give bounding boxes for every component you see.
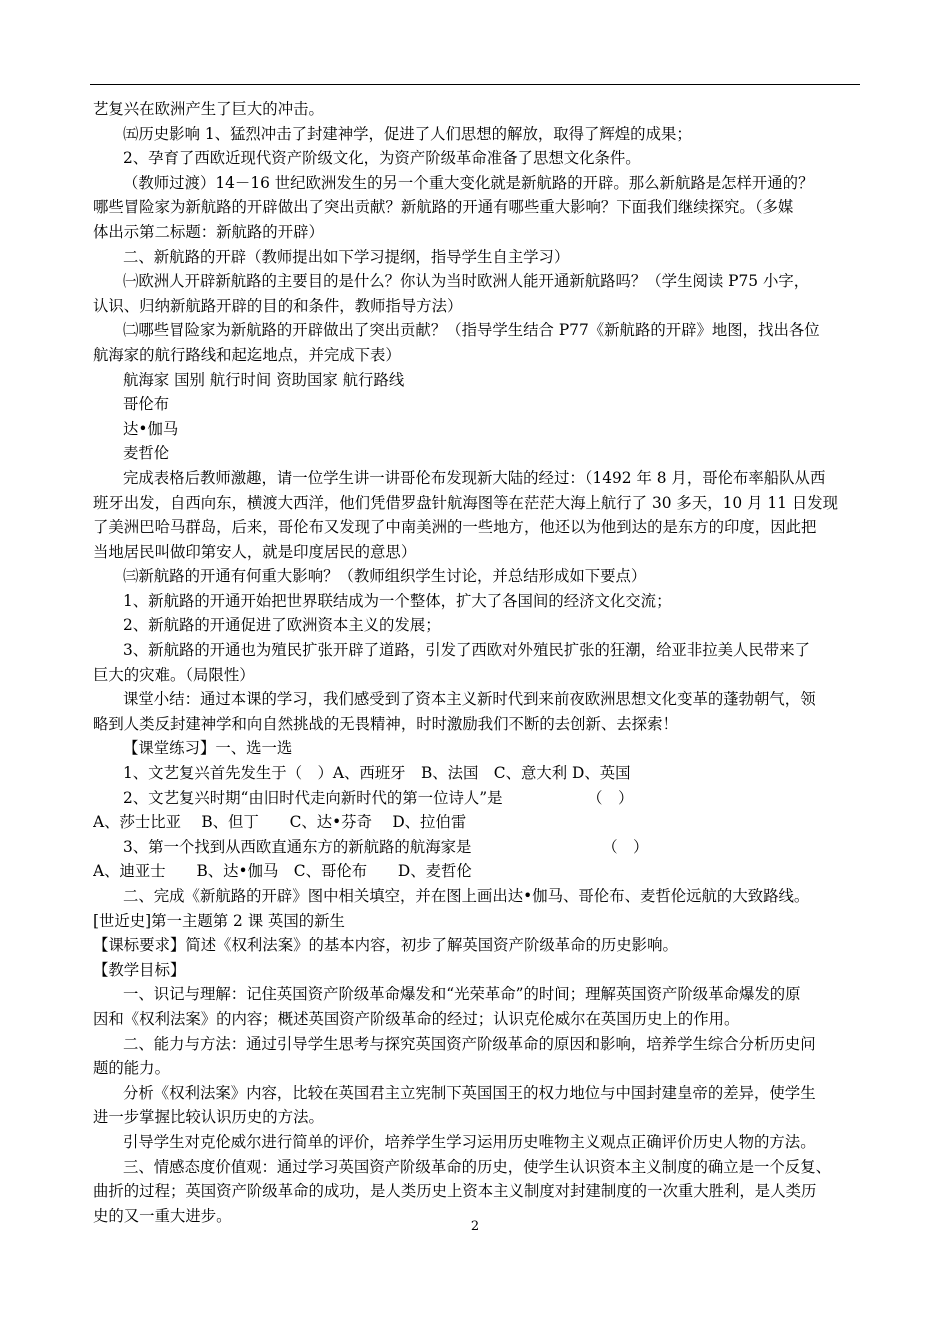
- text-line: 哥伦布: [123, 395, 170, 414]
- text-line: A、莎士比亚 B、但丁 C、达•芬奇 D、拉伯雷: [93, 813, 467, 832]
- text-line: 2、文艺复兴时期“由旧时代走向新时代的第一位诗人”是 （ ）: [123, 788, 634, 807]
- text-line: 班牙出发，自西向东，横渡大西洋，他们凭借罗盘针航海图等在茫茫大海上航行了 30 多天，10 月 11 日发现: [93, 493, 839, 512]
- text-line: A、迪亚士 B、达•伽马 C、哥伦布 D、麦哲伦: [93, 862, 472, 881]
- text-line: 了美洲巴哈马群岛，后来，哥伦布又发现了中南美洲的一些地方，他还以为他到达的是东方的印度，因此把: [93, 518, 817, 537]
- text-line: 3、新航路的开通也为殖民扩张开辟了道路，引发了西欧对外殖民扩张的狂潮，给亚非拉美人民带来了: [123, 641, 810, 660]
- text-line: [世近史]第一主题第 2 课 英国的新生: [93, 911, 345, 930]
- text-line: 麦哲伦: [123, 444, 170, 463]
- document-body: [93, 97, 861, 1228]
- text-line: 分析《权利法案》内容，比较在英国君主立宪制下英国国王的权力地位与中国封建皇帝的差异，使学生: [123, 1083, 816, 1102]
- text-line: 二、新航路的开辟（教师提出如下学习提纲，指导学生自主学习）: [123, 247, 570, 266]
- text-line: ㈤历史影响 1、猛烈冲击了封建神学，促进了人们思想的解放，取得了辉煌的成果；: [123, 124, 692, 143]
- text-line: 略到人类反封建神学和向自然挑战的无畏精神，时时激励我们不断的去创新、去探索！: [93, 714, 678, 733]
- text-line: 艺复兴在欧洲产生了巨大的冲击。: [93, 100, 324, 118]
- text-line: 三、情感态度价值观：通过学习英国资产阶级革命的历史，使学生认识资本主义制度的确立是一个反复、: [123, 1157, 831, 1176]
- text-line: 体出示第二标题：新航路的开辟）: [93, 222, 324, 241]
- text-line: ㈡哪些冒险家为新航路的开辟做出了突出贡献？（指导学生结合 P77《新航路的开辟》地图，找出各位: [123, 321, 820, 340]
- text-line: 完成表格后教师激趣，请一位学生讲一讲哥伦布发现新大陆的经过：（1492 年 8 月，哥伦布率船队从西: [123, 468, 826, 487]
- text-line: 二、能力与方法：通过引导学生思考与探究英国资产阶级革命的原因和影响，培养学生综合分析历史问: [123, 1034, 816, 1053]
- text-line: 课堂小结：通过本课的学习，我们感受到了资本主义新时代到来前夜欧洲思想文化变革的蓬勃朝气，领: [123, 690, 816, 709]
- text-line: ㈠欧洲人开辟新航路的主要目的是什么？你认为当时欧洲人能开通新航路吗？（学生阅读 P75 小字，: [123, 272, 810, 291]
- text-line: （教师过渡）14－16 世纪欧洲发生的另一个重大变化就是新航路的开辟。那么新航路是怎样开通的？: [123, 173, 814, 192]
- text-line: 达•伽马: [123, 419, 179, 438]
- text-line: 【教学目标】: [93, 960, 186, 979]
- text-line: 航海家的航行路线和起迄地点，并完成下表）: [93, 345, 401, 364]
- text-line: ㈢新航路的开通有何重大影响？（教师组织学生讨论，并总结形成如下要点）: [123, 567, 647, 586]
- text-line: 2、孕育了西欧近现代资产阶级文化，为资产阶级革命准备了思想文化条件。: [123, 149, 641, 168]
- text-line: 航海家 国别 航行时间 资助国家 航行路线: [123, 370, 405, 389]
- text-line: 哪些冒险家为新航路的开辟做出了突出贡献？新航路的开通有哪些重大影响？下面我们继续探究。（多媒: [93, 198, 794, 217]
- text-line: 巨大的灾难。（局限性）: [93, 665, 255, 684]
- text-line: 3、第一个找到从西欧直通东方的新航路的航海家是 （ ）: [123, 837, 649, 856]
- text-line: 当地居民叫做印第安人，就是印度居民的意思）: [93, 542, 417, 561]
- text-line: 史的又一重大进步。: [93, 1206, 232, 1225]
- text-line: 1、文艺复兴首先发生于（ ）A、西班牙 B、法国 C、意大利 D、英国: [123, 764, 631, 783]
- text-line: 认识、归纳新航路开辟的目的和条件，教师指导方法）: [93, 296, 463, 315]
- text-line: 曲折的过程；英国资产阶级革命的成功，是人类历史上资本主义制度对封建制度的一次重大胜利，是人类历: [93, 1182, 817, 1201]
- text-line: 题的能力。: [93, 1059, 170, 1078]
- page-number: 2: [470, 1219, 480, 1234]
- text-line: 【课标要求】简述《权利法案》的基本内容，初步了解英国资产阶级革命的历史影响。: [93, 936, 678, 955]
- text-line: 因和《权利法案》的内容；概述英国资产阶级革命的经过；认识克伦威尔在英国历史上的作用。: [93, 1009, 740, 1028]
- header-rule: [90, 84, 860, 85]
- text-line: 二、完成《新航路的开辟》图中相关填空，并在图上画出达•伽马、哥伦布、麦哲伦远航的大致路线。: [123, 887, 810, 905]
- text-line: 2、新航路的开通促进了欧洲资本主义的发展；: [123, 616, 441, 635]
- text-line: 一、识记与理解：记住英国资产阶级革命爆发和“光荣革命”的时间；理解英国资产阶级革命爆发的原: [123, 985, 801, 1004]
- text-line: 1、新航路的开通开始把世界联结成为一个整体，扩大了各国间的经济文化交流；: [123, 591, 672, 610]
- text-line: 进一步掌握比较认识历史的方法。: [93, 1108, 324, 1127]
- text-line: 引导学生对克伦威尔进行简单的评价，培养学生学习运用历史唯物主义观点正确评价历史人物的方法。: [123, 1132, 816, 1151]
- text-line: 【课堂练习】一、选一选: [123, 739, 293, 758]
